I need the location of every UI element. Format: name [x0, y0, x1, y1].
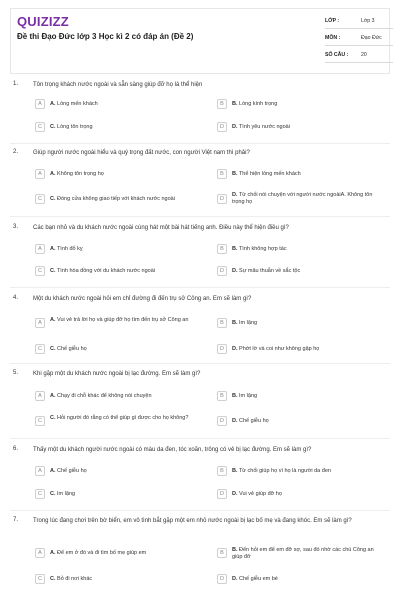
option-letter-box: A	[35, 466, 45, 476]
option-text: Tình hòa đồng với du khách nước ngoài	[56, 268, 155, 274]
option-text: Im lặng	[239, 320, 258, 326]
question-number: 6.	[13, 446, 19, 452]
question-number: 2.	[13, 149, 19, 155]
class-label: LỚP :	[325, 18, 340, 24]
option-letter-box: D	[217, 266, 227, 276]
option-letter-box: A	[35, 391, 45, 401]
option-text: Chế giễu họ	[239, 418, 269, 424]
meta-divider	[325, 28, 393, 29]
option-letter-box: A	[35, 318, 45, 328]
option-letter-box: D	[217, 194, 227, 204]
quizizz-logo[interactable]: QUIZIZZ	[17, 14, 69, 29]
question-number: 5.	[13, 370, 19, 376]
option-letter-box: C	[35, 416, 45, 426]
option-letter-box: C	[35, 574, 45, 584]
question-number: 3.	[13, 224, 19, 230]
option-text: Bỏ đi nơi khác	[57, 576, 93, 582]
question-number: 4.	[13, 295, 19, 301]
question-text: Một du khách nước ngoài hỏi em chỉ đường đi đến trụ sở Công an. Em sẽ làm gì?	[33, 296, 252, 302]
option-text: Chế giễu họ	[57, 468, 87, 474]
option-text: Tình không hợp tác	[238, 246, 287, 252]
option-text: Vui vẻ giúp đỡ họ	[239, 491, 282, 497]
option-letter-box: B	[217, 391, 227, 401]
question-divider	[10, 143, 390, 144]
option-text: Im lặng	[57, 491, 76, 497]
option-text: Chế giễu em bé	[239, 576, 278, 582]
option-letter-box: D	[217, 489, 227, 499]
option-letter-box: D	[217, 344, 227, 354]
option-letter-box: D	[217, 416, 227, 426]
option-letter-box: A	[35, 99, 45, 109]
option-letter-box: B	[217, 548, 227, 558]
option-text: Lòng kính trọng	[239, 101, 278, 107]
option-text: Chế giễu họ	[57, 346, 87, 352]
question-text: Các bạn nhỏ và du khách nước ngoài cùng hát một bài hát tiếng anh. Điều này thể hiện điều gì?	[33, 225, 289, 231]
option-letter-box: B	[217, 169, 227, 179]
option-text: Đến hỏi em để em đỡ sợ, sau đó nhờ các chú Công an giúp đỡ	[232, 547, 374, 560]
option-text: Thể hiện lòng mến khách	[238, 171, 301, 177]
option-letter-box: D	[217, 122, 227, 132]
option-letter-box: C	[35, 266, 45, 276]
question-number: 1.	[13, 81, 19, 87]
question-count-label: SỐ CÂU :	[325, 52, 349, 58]
option-text: Tình đố kỵ	[56, 246, 83, 252]
option-letter-box: C	[35, 489, 45, 499]
option-letter-box: C	[35, 194, 45, 204]
option-text: Vui vẻ trả lời họ và giúp đỡ họ tìm đến trụ sở Công an	[57, 317, 189, 323]
option-text: Để em ở đó và đi tìm bố mẹ giúp em	[57, 550, 147, 556]
question-text: Trong lúc đang chơi trên bờ biển, em vô tình bắt gặp một em nhỏ nước ngoài bị lạc bố mẹ và đang khóc. Em sẽ làm gì?	[33, 518, 352, 524]
question-text: Thấy một du khách người nước ngoài có màu da đen, tóc xoăn, trông có vẻ bị lạc đường. Em sẽ làm gì?	[33, 447, 312, 453]
question-divider	[10, 438, 390, 439]
question-divider	[10, 287, 390, 288]
option-text: Phớt lờ và coi như không gặp họ	[239, 346, 320, 352]
option-text: Không tôn trọng họ	[57, 171, 104, 177]
option-text: Từ chối nói chuyện với người nước ngoàiA. Không tôn trọng họ	[232, 192, 373, 205]
option-text: Từ chối giúp họ vì họ là người da đen	[238, 468, 331, 474]
meta-divider	[325, 62, 393, 63]
option-text: Chạy đi chỗ khác để không nói chuyện	[57, 393, 152, 399]
subject-label: MÔN :	[325, 35, 341, 41]
class-value: Lớp 3	[361, 18, 375, 24]
option-letter-box: C	[35, 344, 45, 354]
question-divider	[10, 363, 390, 364]
option-letter-box: C	[35, 122, 45, 132]
option-letter-box: A	[35, 244, 45, 254]
worksheet-title: Đề thi Đạo Đức lớp 3 Học kì 2 có đáp án (Đề 2)	[17, 32, 194, 41]
option-letter-box: B	[217, 99, 227, 109]
subject-value: Đạo Đức	[361, 35, 382, 41]
question-divider	[10, 510, 390, 511]
option-text: Sự mâu thuẫn về sắc tộc	[239, 268, 301, 274]
question-count-value: 20	[361, 52, 367, 58]
option-letter-box: A	[35, 548, 45, 558]
worksheet-header	[10, 8, 390, 74]
question-number: 7.	[13, 517, 19, 523]
option-letter-box: B	[217, 318, 227, 328]
option-text: Lòng tôn trọng	[57, 124, 93, 130]
option-letter-box: D	[217, 574, 227, 584]
option-text: Hỏi người đó rằng có thể giúp gì được cho họ không?	[57, 415, 189, 421]
option-text: Tình yêu nước ngoài	[238, 124, 290, 130]
question-divider	[10, 216, 390, 217]
option-letter-box: A	[35, 169, 45, 179]
question-text: Tôn trọng khách nước ngoài và sẵn sàng giúp đỡ họ là thể hiện	[33, 82, 203, 88]
option-text: Đóng cửa không giao tiếp với khách nước ngoài	[57, 196, 175, 202]
option-text: Lòng mến khách	[57, 101, 98, 107]
meta-divider	[325, 45, 393, 46]
question-text: Khi gặp một du khách nước ngoài bị lạc đường. Em sẽ làm gì?	[33, 371, 201, 377]
option-letter-box: B	[217, 244, 227, 254]
option-text: Im lặng	[239, 393, 258, 399]
option-letter-box: B	[217, 466, 227, 476]
question-text: Giúp người nước ngoài hiểu và quý trọng đất nước, con người Việt nam thì phải?	[33, 150, 250, 156]
